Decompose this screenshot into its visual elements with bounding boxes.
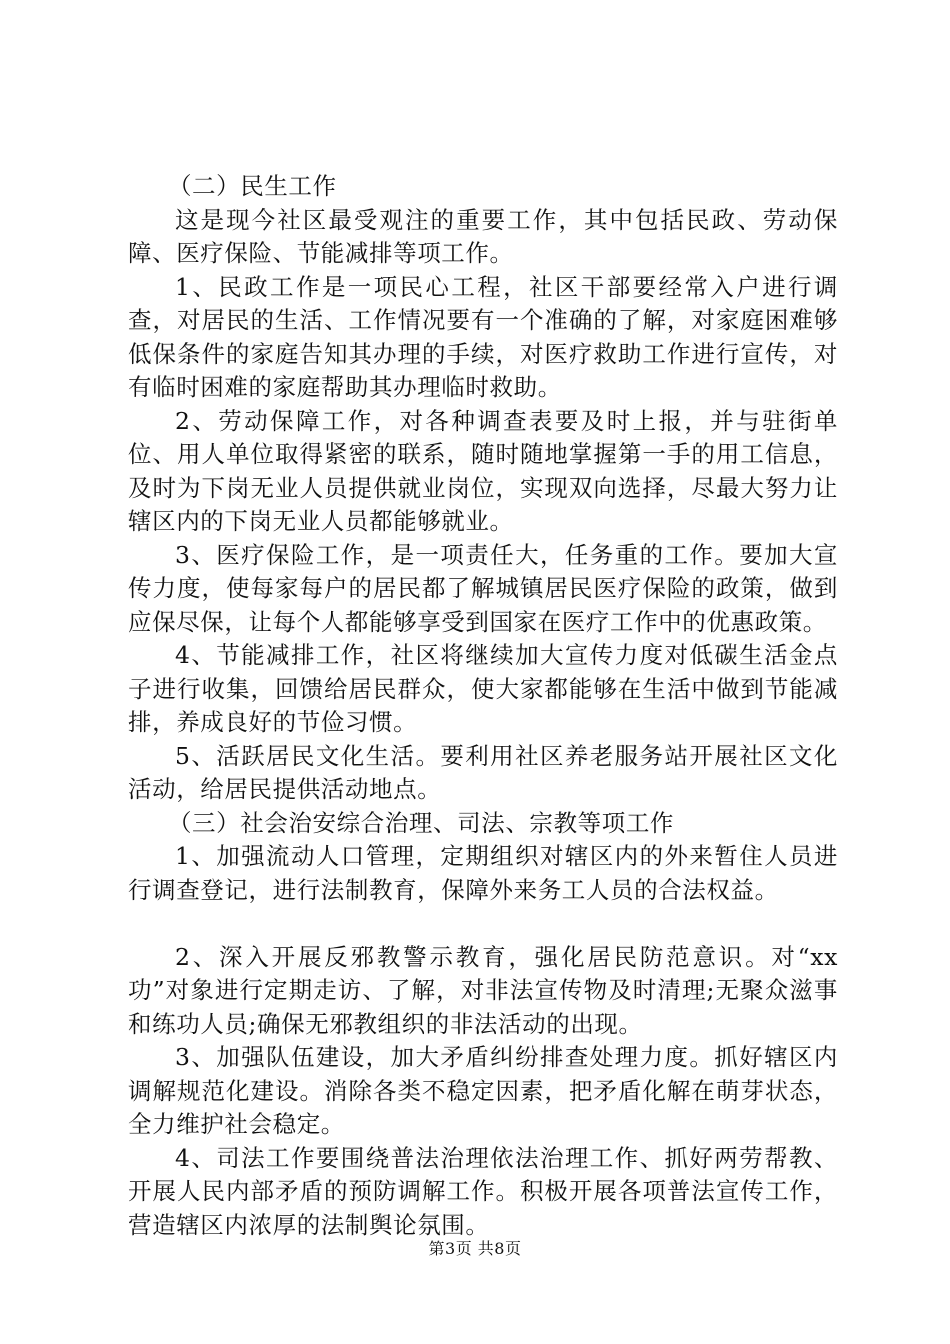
- paragraph-item-2: 2、劳动保障工作，对各种调查表要及时上报，并与驻街单位、用人单位取得紧密的联系，随时随地掌握第一手的用工信息，及时为下岗无业人员提供就业岗位，实现双向选择，尽最大努力让辖区内的下岗无业人员都能够就业。: [128, 406, 838, 535]
- paragraph-item-4: 4、司法工作要围绕普法治理依法治理工作、抓好两劳帮教、开展人民内部矛盾的预防调解工作。积极开展各项普法宣传工作，营造辖区内浓厚的法制舆论氛围。: [128, 1143, 838, 1239]
- page-number: 第3页 共8页: [428, 1239, 522, 1258]
- paragraph-item-1: 1、民政工作是一项民心工程，社区干部要经常入户进行调查，对居民的生活、工作情况要有一个准确的了解，对家庭困难够低保条件的家庭告知其办理的手续，对医疗救助工作进行宣传，对有临时困难的家庭帮助其办理临时救助。: [128, 272, 838, 401]
- document-body: [128, 170, 838, 1242]
- paragraph-item-1: 1、加强流动人口管理，定期组织对辖区内的外来暂住人员进行调查登记，进行法制教育，保障外来务工人员的合法权益。: [128, 842, 838, 904]
- paragraph-item-3: 3、医疗保险工作，是一项责任大，任务重的工作。要加大宣传力度，使每家每户的居民都了解城镇居民医疗保险的政策，做到应保尽保，让每个人都能够享受到国家在医疗工作中的优惠政策。: [128, 540, 838, 636]
- paragraph-intro: 这是现今社区最受观注的重要工作，其中包括民政、劳动保障、医疗保险、节能减排等项工作。: [128, 205, 838, 267]
- paragraph-item-2: 2、深入开展反邪教警示教育，强化居民防范意识。对“xx功”对象进行定期走访、了解，对非法宣传物及时清理;无聚众滋事和练功人员;确保无邪教组织的非法活动的出现。: [128, 942, 838, 1038]
- blank-line: [128, 907, 838, 941]
- paragraph-item-4: 4、节能减排工作，社区将继续加大宣传力度对低碳生活金点子进行收集，回馈给居民群众，使大家都能够在生活中做到节能减排，养成良好的节俭习惯。: [128, 641, 838, 736]
- section-heading-zhian: （三）社会治安综合治理、司法、宗教等项工作: [167, 808, 675, 837]
- paragraph-item-5: 5、活跃居民文化生活。要利用社区养老服务站开展社区文化活动，给居民提供活动地点。: [128, 741, 838, 803]
- section-heading-minsheng: （二）民生工作: [167, 172, 337, 200]
- paragraph-item-3: 3、加强队伍建设，加大矛盾纠纷排查处理力度。抓好辖区内调解规范化建设。消除各类不稳定因素，把矛盾化解在萌芽状态，全力维护社会稳定。: [128, 1043, 838, 1138]
